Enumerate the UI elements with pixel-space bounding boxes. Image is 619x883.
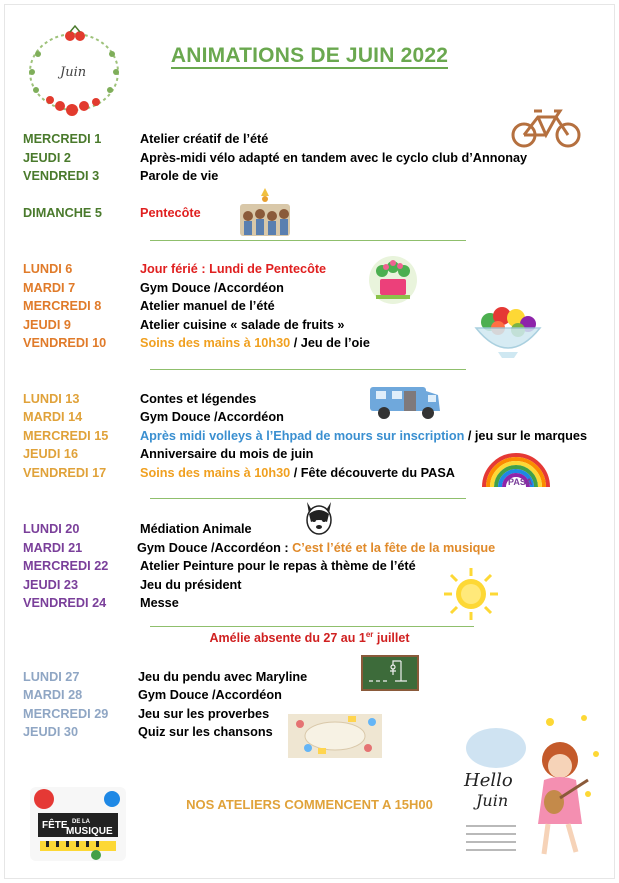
activity-text: Soins des mains à 10h30 / Jeu de l’oie [140,336,370,350]
craft-table-icon [288,714,382,758]
day-label: MARDI 7 [23,281,76,295]
pentecost-icon [238,186,292,238]
day-label: MERCREDI 15 [23,429,109,443]
day-label: VENDREDI 10 [23,336,107,350]
day-label: JEUDI 9 [23,318,71,332]
page-title: ANIMATIONS DE JUIN 2022 [170,44,449,67]
activity-text: Gym Douce /Accordéon [140,410,284,424]
day-label: MARDI 14 [23,410,83,424]
activity-text: Atelier Peinture pour le repas à thème de l’été [140,559,416,573]
separator [150,369,466,370]
juin-text: Juin [476,791,509,810]
activity-text: Jour férié : Lundi de Pentecôte [140,262,327,276]
day-label: VENDREDI 17 [23,466,107,480]
activity-text: Parole de vie [140,169,219,183]
flower-pot-icon [368,255,418,305]
day-label: LUNDI 13 [23,392,80,406]
footer-note: NOS ATELIERS COMMENCENT A 15H00 [186,797,433,812]
activity-text: Après-midi vélo adapté en tandem avec le cyclo club d’Annonay [140,151,528,165]
activity-text: Jeu du président [140,578,242,592]
activity-text: Gym Douce /Accordéon : C’est l’été et la fête de la musique [137,541,496,555]
day-label: MERCREDI 29 [23,707,109,721]
day-label: MARDI 28 [23,688,83,702]
day-label: VENDREDI 3 [23,169,100,183]
activity-text: Soins des mains à 10h30 / Fête découverte du PASA [140,466,455,480]
activity-text: Médiation Animale [140,522,252,536]
fete-text: FÊTE [42,820,68,831]
day-label: MERCREDI 8 [23,299,102,313]
activity-text: Atelier cuisine « salade de fruits » [140,318,345,332]
activity-text: Messe [140,596,179,610]
musique-text: MUSIQUE [66,826,113,837]
activity-text: Atelier manuel de l’été [140,299,275,313]
day-label: VENDREDI 24 [23,596,107,610]
day-label: LUNDI 20 [23,522,80,536]
sun-icon [440,566,502,622]
de-la-text: DE LA [72,819,90,825]
hello-text: Hello [464,770,513,791]
activity-text: Jeu sur les proverbes [138,707,270,721]
pasa-label: PASA [508,477,533,487]
wreath-icon [20,24,128,116]
day-label: JEUDI 30 [23,725,79,739]
dog-icon [303,500,335,536]
chalkboard-icon [361,655,419,691]
activity-text: Gym Douce /Accordéon [138,688,282,702]
activity-text: Après midi volleys à l’Ehpad de mours sur inscription / jeu sur le marques [140,429,588,443]
day-label: JEUDI 16 [23,447,79,461]
fruit-bowl-icon [472,298,544,360]
activity-text: Atelier créatif de l’été [140,132,269,146]
fete-musique-icon [26,783,130,865]
separator [150,240,466,241]
van-icon [368,381,444,421]
activity-text: Quiz sur les chansons [138,725,273,739]
separator [150,626,474,627]
absence-notice: Amélie absente du 27 au 1er juillet [209,630,410,646]
bicycle-icon [510,103,582,149]
rainbow-icon [478,443,554,493]
hello-juin-icon [456,714,608,864]
separator [150,498,466,499]
day-label: LUNDI 27 [23,670,80,684]
activity-text: Pentecôte [140,206,201,220]
day-label: DIMANCHE 5 [23,206,102,220]
wreath-text: Juin [60,65,87,80]
activity-text: Contes et légendes [140,392,257,406]
day-label: JEUDI 2 [23,151,71,165]
day-label: MARDI 21 [23,541,83,555]
day-label: MERCREDI 1 [23,132,102,146]
day-label: LUNDI 6 [23,262,73,276]
day-label: MERCREDI 22 [23,559,109,573]
activity-text: Anniversaire du mois de juin [140,447,314,461]
activity-text: Gym Douce /Accordéon [140,281,284,295]
day-label: JEUDI 23 [23,578,79,592]
activity-text: Jeu du pendu avec Maryline [138,670,308,684]
